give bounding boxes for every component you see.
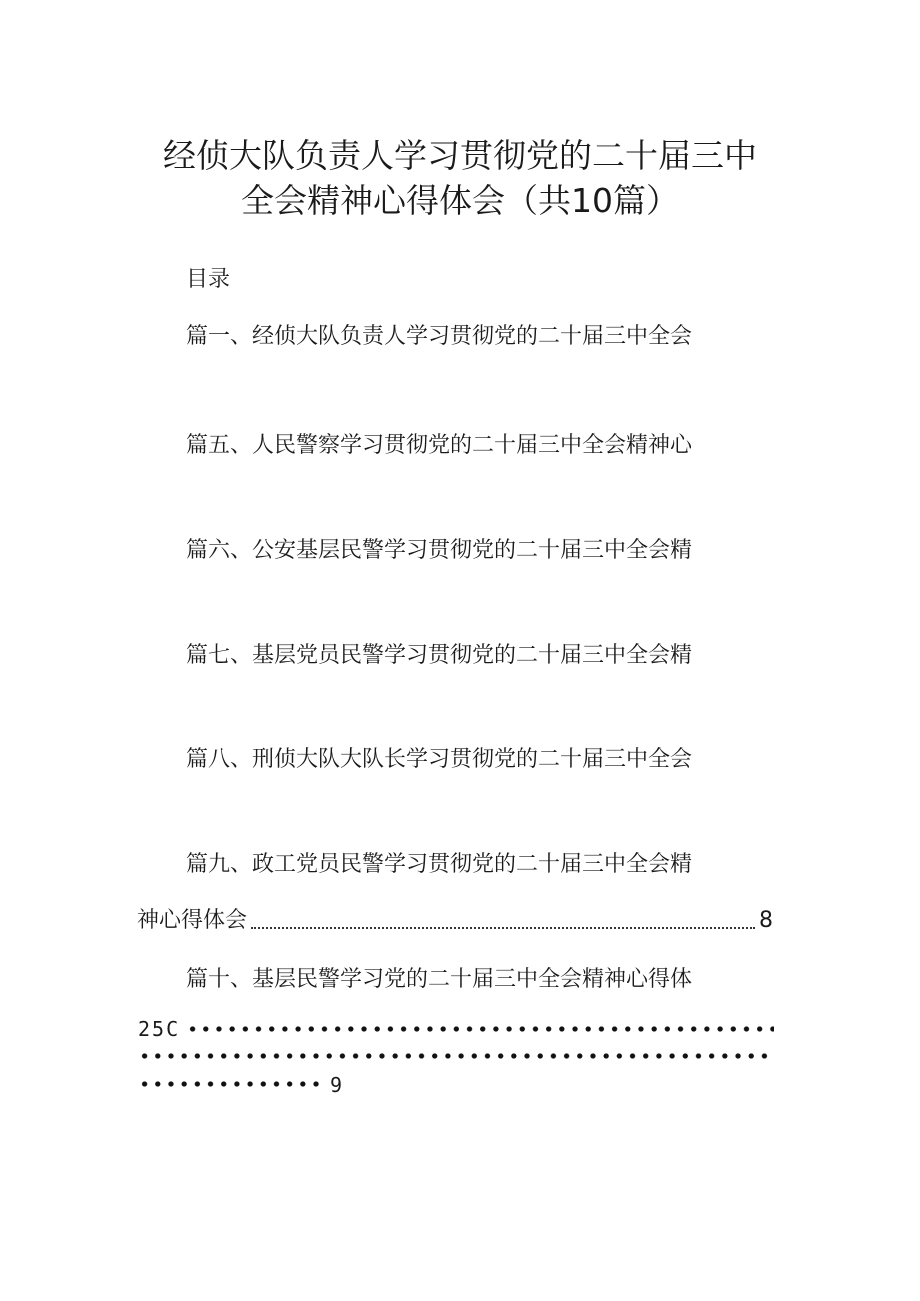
toc-item-9-page-number: 8 [759, 908, 773, 933]
toc-leader-dots-row-3 [138, 1078, 324, 1090]
document-title-line-2: 全会精神心得体会（共10篇） [241, 181, 679, 220]
toc-item-10-page-number: 9 [330, 1073, 345, 1097]
toc-item-10[interactable]: 篇十、基层民警学习党的二十届三中全会精神心得体 [186, 967, 693, 992]
toc-leader-dots [251, 927, 755, 929]
document-title-line-1: 经侦大队负责人学习贯彻党的二十届三中 [163, 136, 757, 175]
toc-item-9-continuation[interactable] [137, 906, 773, 936]
toc-item-7[interactable]: 篇七、基层党员民警学习贯彻党的二十届三中全会精 [186, 643, 693, 668]
toc-item-10-continuation-text: 25C [138, 1017, 181, 1041]
toc-item-9-continuation-text: 神心得体会 [137, 908, 248, 933]
toc-item-8[interactable]: 篇八、刑侦大队大队长学习贯彻党的二十届三中全会 [186, 747, 693, 772]
toc-heading: 目录 [186, 267, 231, 292]
toc-item-9[interactable]: 篇九、政工党员民警学习贯彻党的二十届三中全会精 [186, 852, 693, 877]
toc-item-1[interactable]: 篇一、经侦大队负责人学习贯彻党的二十届三中全会 [186, 324, 693, 349]
toc-item-5[interactable]: 篇五、人民警察学习贯彻党的二十届三中全会精神心 [186, 433, 693, 458]
toc-leader-dots-row-2 [138, 1050, 774, 1062]
toc-item-6[interactable]: 篇六、公安基层民警学习贯彻党的二十届三中全会精 [186, 538, 693, 563]
toc-leader-dots-row-1 [186, 1023, 774, 1035]
